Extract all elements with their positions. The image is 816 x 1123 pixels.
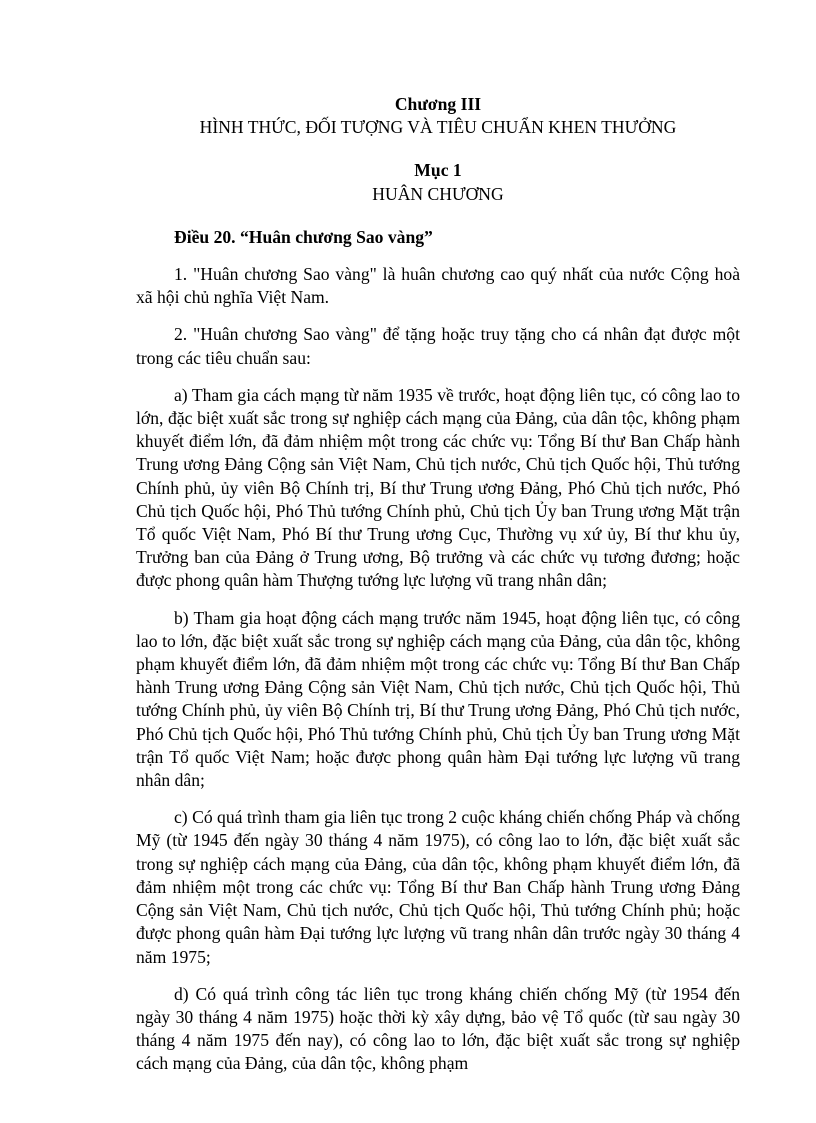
article-title: Điều 20. “Huân chương Sao vàng” — [174, 226, 433, 247]
chapter-title: Chương III — [394, 94, 482, 114]
paragraph-a: a) Tham gia cách mạng từ năm 1935 về trước, hoạt động liên tục, có công lao to lớn, đặc biệt xuất sắc trong sự nghiệp cách mạng của Đảng, của dân tộc, không phạm khuyết điểm lớn, đã đảm nhiệm một trong các chức vụ: Tổng Bí thư Ban Chấp hành Trung ương Đảng Cộng sản Việt Nam, Chủ tịch nước, Chủ tịch Quốc hội, Thủ tướng Chính phủ, ủy viên Bộ Chính trị, Bí thư Trung ương Đảng, Phó Chủ tịch nước, Phó Chủ tịch Quốc hội, Phó Thủ tướng Chính phủ, Chủ tịch Ủy ban Trung ương Mặt trận Tổ quốc Việt Nam, Phó Bí thư Trung ương Cục, Thường vụ xứ ủy, Bí thư khu ủy, Trưởng ban của Đảng ở Trung ương, Bộ trưởng và các chức vụ tương đương; hoặc được phong quân hàm Thượng tướng lực lượng vũ trang nhân dân; — [136, 384, 740, 591]
section-title: Mục 1 — [414, 160, 462, 181]
section-subtitle: HUÂN CHƯƠNG — [372, 183, 504, 204]
paragraph-d: d) Có quá trình công tác liên tục trong kháng chiến chống Mỹ (từ 1954 đến ngày 30 tháng 4 năm 1975) hoặc thời kỳ xây dựng, bảo vệ Tổ quốc (từ sau ngày 30 tháng 4 năm 1975 đến nay), có công lao to lớn, đặc biệt xuất sắc trong sự nghiệp cách mạng của Đảng, của dân tộc, không phạm — [136, 983, 740, 1074]
paragraph-1: 1. "Huân chương Sao vàng" là huân chương cao quý nhất của nước Cộng hoà xã hội chủ nghĩa Việt Nam. — [136, 264, 740, 308]
chapter-subtitle: HÌNH THỨC, ĐỐI TƯỢNG VÀ TIÊU CHUẨN KHEN THƯỞNG — [199, 117, 677, 138]
paragraph-c: c) Có quá trình tham gia liên tục trong 2 cuộc kháng chiến chống Pháp và chống Mỹ (từ 1945 đến ngày 30 tháng 4 năm 1975), có công lao to lớn, đặc biệt xuất sắc trong sự nghiệp cách mạng của Đảng, của dân tộc, không phạm khuyết điểm lớn, đã đảm nhiệm một trong các chức vụ: Tổng Bí thư Ban Chấp hành Trung ương Đảng Cộng sản Việt Nam, Chủ tịch nước, Chủ tịch Quốc hội, Thủ tướng Chính phủ; hoặc được phong quân hàm Đại tướng lực lượng vũ trang nhân dân trước ngày 30 tháng 4 năm 1975; — [136, 807, 740, 967]
paragraph-b: b) Tham gia hoạt động cách mạng trước năm 1945, hoạt động liên tục, có công lao to lớn, đặc biệt xuất sắc trong sự nghiệp cách mạng của Đảng, của dân tộc, không phạm khuyết điểm lớn, đã đảm nhiệm một trong các chức vụ: Tổng Bí thư Ban Chấp hành Trung ương Đảng Cộng sản Việt Nam, Chủ tịch nước, Chủ tịch Quốc hội, Thủ tướng Chính phủ, ủy viên Bộ Chính trị, Bí thư Trung ương Đảng, Phó Chủ tịch nước, Phó Chủ tịch Quốc hội, Phó Thủ tướng Chính phủ, Chủ tịch Ủy ban Trung ương Mặt trận Tổ quốc Việt Nam; hoặc được phong quân hàm Đại tướng lực lượng vũ trang nhân dân; — [136, 607, 740, 791]
paragraph-2: 2. "Huân chương Sao vàng" để tặng hoặc truy tặng cho cá nhân đạt được một trong các tiêu chuẩn sau: — [136, 324, 740, 368]
document-page — [136, 88, 740, 1076]
